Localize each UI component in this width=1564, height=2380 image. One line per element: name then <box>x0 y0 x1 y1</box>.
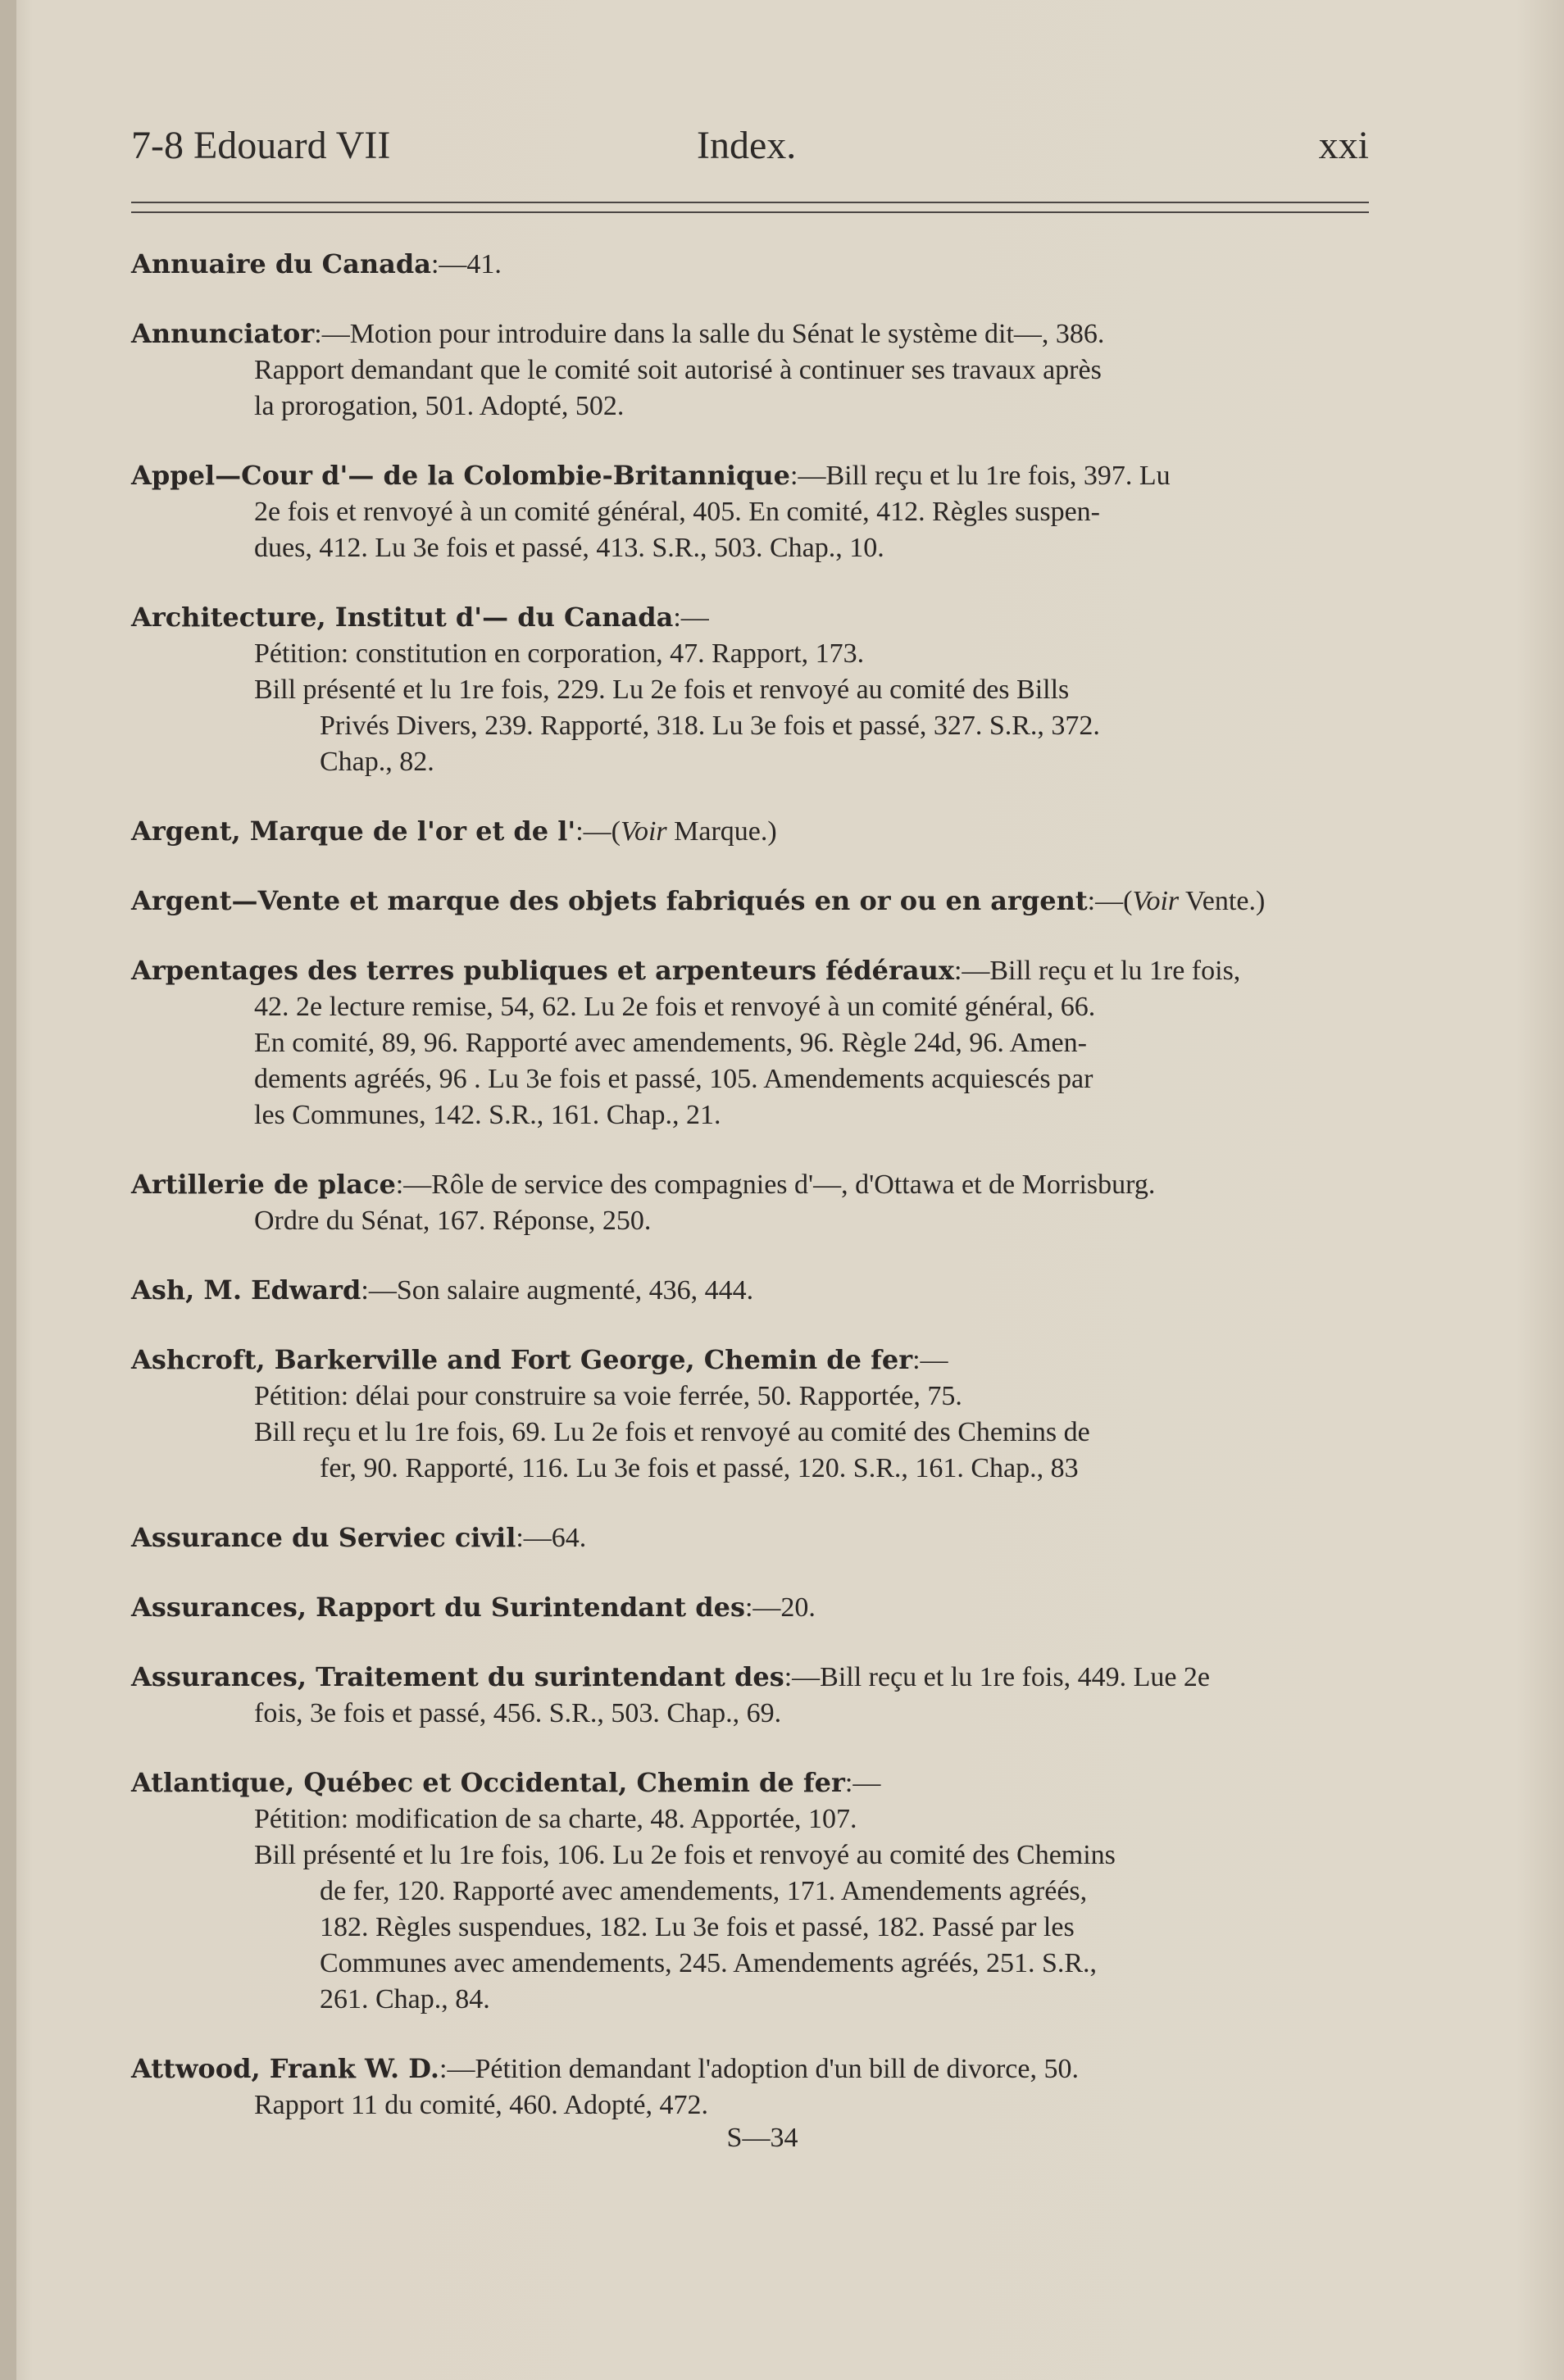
index-entry <box>131 1659 1394 1732</box>
entry-line: Bill reçu et lu 1re fois, 69. Lu 2e fois et renvoyé au comité des Chemins de <box>254 1417 1090 1447</box>
entry-line: 2e fois et renvoyé à un comité général, 405. En comité, 412. Règles suspen- <box>254 497 1100 527</box>
entry-text: :—20. <box>744 1592 816 1623</box>
entry-continuation <box>254 1203 1394 1239</box>
header-rule-top <box>131 202 1369 203</box>
entry-text: :—( <box>1087 886 1133 916</box>
entry-line: Rapport demandant que le comité soit autorisé à continuer ses travaux après <box>254 355 1102 385</box>
entry-heading: Architecture, Institut d'— du Canada <box>131 602 674 633</box>
entry-subentry: Pétition: délai pour construire sa voie ferrée, 50. Rapportée, 75. <box>254 1381 962 1411</box>
running-header <box>131 123 1369 180</box>
entry-continuation <box>254 352 1394 425</box>
index-entry <box>131 1342 1394 1487</box>
entry-text: :—Bill reçu et lu 1re fois, <box>953 956 1241 986</box>
entry-subentry: Pétition: constitution en corporation, 47. Rapport, 173. <box>254 638 865 669</box>
entry-line: les Communes, 142. S.R., 161. Chap., 21. <box>254 1100 721 1130</box>
header-reign: 7-8 Edouard VII <box>131 124 391 167</box>
entry-text: :—64. <box>516 1523 587 1553</box>
entry-text: :—41. <box>430 249 502 279</box>
index-entry <box>131 457 1394 566</box>
entry-text: Marque.) <box>666 816 777 847</box>
entry-see-reference: Voir <box>620 816 667 847</box>
index-entry <box>131 246 1394 283</box>
header-page-number: xxi <box>1318 124 1369 167</box>
entry-heading: Artillerie de place <box>131 1169 396 1200</box>
entry-heading: Argent, Marque de l'or et de l' <box>131 815 576 847</box>
entry-line: fois, 3e fois et passé, 456. S.R., 503. Chap., 69. <box>254 1698 782 1728</box>
entry-heading: Appel—Cour d'— de la Colombie-Britannique <box>131 460 790 491</box>
entry-line: dements agréés, 96 . Lu 3e fois et passé, 105. Amendements acquiescés par <box>254 1064 1093 1094</box>
entry-line: la prorogation, 501. Adopté, 502. <box>254 391 625 421</box>
entry-subentry <box>254 1415 1394 1487</box>
entry-line: 182. Règles suspendues, 182. Lu 3e fois et passé, 182. Passé par les <box>320 1912 1075 1942</box>
index-entry <box>131 952 1394 1133</box>
entry-heading: Assurance du Serviec civil <box>131 1522 516 1553</box>
entry-subentry <box>254 672 1394 780</box>
entry-subentry <box>254 1837 1394 2018</box>
entry-heading: Attwood, Frank W. D. <box>131 2053 440 2084</box>
entry-text: :— <box>912 1345 948 1375</box>
entry-text: :—Bill reçu et lu 1re fois, 449. Lue 2e <box>784 1662 1211 1692</box>
entry-heading: Assurances, Traitement du surintendant des <box>131 1661 784 1692</box>
entry-line: dues, 412. Lu 3e fois et passé, 413. S.R., 503. Chap., 10. <box>254 533 884 563</box>
entry-continuation <box>254 989 1394 1133</box>
entry-text: :—( <box>575 816 621 847</box>
entry-heading: Atlantique, Québec et Occidental, Chemin de fer <box>131 1767 845 1798</box>
index-entry <box>131 1166 1394 1239</box>
entry-subentry: Pétition: modification de sa charte, 48. Apportée, 107. <box>254 1804 857 1834</box>
entry-text: Vente.) <box>1179 886 1266 916</box>
entry-line: 42. 2e lecture remise, 54, 62. Lu 2e fois et renvoyé à un comité général, 66. <box>254 992 1096 1022</box>
entry-line: Bill présenté et lu 1re fois, 229. Lu 2e fois et renvoyé au comité des Bills <box>254 674 1070 705</box>
index-entry <box>131 2051 1394 2156</box>
index-entry <box>131 883 1394 920</box>
entry-text: :—Pétition demandant l'adoption d'un bill de divorce, 50. <box>439 2054 1079 2084</box>
entry-text: :— <box>844 1768 881 1798</box>
index-entry <box>131 1589 1394 1626</box>
entry-continuation <box>254 494 1394 566</box>
entry-continuation <box>254 1696 1394 1732</box>
index-entry <box>131 1519 1394 1556</box>
index-entry <box>131 1272 1394 1309</box>
entry-text: :—Son salaire augmenté, 436, 444. <box>361 1275 754 1306</box>
entry-text: :— <box>673 602 709 633</box>
entry-continuation <box>254 2087 1394 2123</box>
index-entry <box>131 813 1394 850</box>
index-entry <box>131 316 1394 425</box>
entry-line: Privés Divers, 239. Rapporté, 318. Lu 3e fois et passé, 327. S.R., 372. <box>320 711 1100 741</box>
entry-heading: Arpentages des terres publiques et arpenteurs fédéraux <box>131 955 954 986</box>
index-entries <box>131 246 1394 2186</box>
entry-line: En comité, 89, 96. Rapporté avec amendements, 96. Règle 24d, 96. Amen- <box>254 1028 1087 1058</box>
entry-line: Ordre du Sénat, 167. Réponse, 250. <box>254 1206 652 1236</box>
entry-line: Communes avec amendements, 245. Amendements agréés, 251. S.R., <box>320 1948 1098 1978</box>
entry-text: :—Bill reçu et lu 1re fois, 397. Lu <box>790 461 1171 491</box>
entry-line: fer, 90. Rapporté, 116. Lu 3e fois et passé, 120. S.R., 161. Chap., 83 <box>320 1453 1079 1483</box>
entry-heading: Ashcroft, Barkerville and Fort George, Chemin de fer <box>131 1344 913 1375</box>
entry-line: Rapport 11 du comité, 460. Adopté, 472. <box>254 2090 709 2120</box>
entry-line: Bill présenté et lu 1re fois, 106. Lu 2e fois et renvoyé au comité des Chemins <box>254 1840 1116 1870</box>
entry-heading: Argent—Vente et marque des objets fabriqués en or ou en argent <box>131 885 1088 916</box>
entry-heading: Annuaire du Canada <box>131 248 431 279</box>
index-entry <box>131 1765 1394 2018</box>
index-entry <box>131 599 1394 780</box>
sheet-signature: S—34 <box>726 2123 798 2153</box>
book-spine-shadow <box>0 0 16 2380</box>
entry-line: Chap., 82. <box>320 747 434 777</box>
entry-text: :—Rôle de service des compagnies d'—, d'Ottawa et de Morrisburg. <box>395 1170 1156 1200</box>
entry-line: 261. Chap., 84. <box>320 1984 490 2014</box>
header-rule-bottom <box>131 211 1369 213</box>
entry-see-reference: Voir <box>1132 886 1180 916</box>
entry-line: de fer, 120. Rapporté avec amendements, 171. Amendements agréés, <box>320 1876 1088 1906</box>
entry-text: :—Motion pour introduire dans la salle du Sénat le système dit—, 386. <box>314 319 1105 349</box>
entry-heading: Assurances, Rapport du Surintendant des <box>131 1592 745 1623</box>
entry-heading: Annunciator <box>131 318 315 349</box>
header-title: Index. <box>697 124 797 167</box>
entry-heading: Ash, M. Edward <box>131 1274 361 1306</box>
